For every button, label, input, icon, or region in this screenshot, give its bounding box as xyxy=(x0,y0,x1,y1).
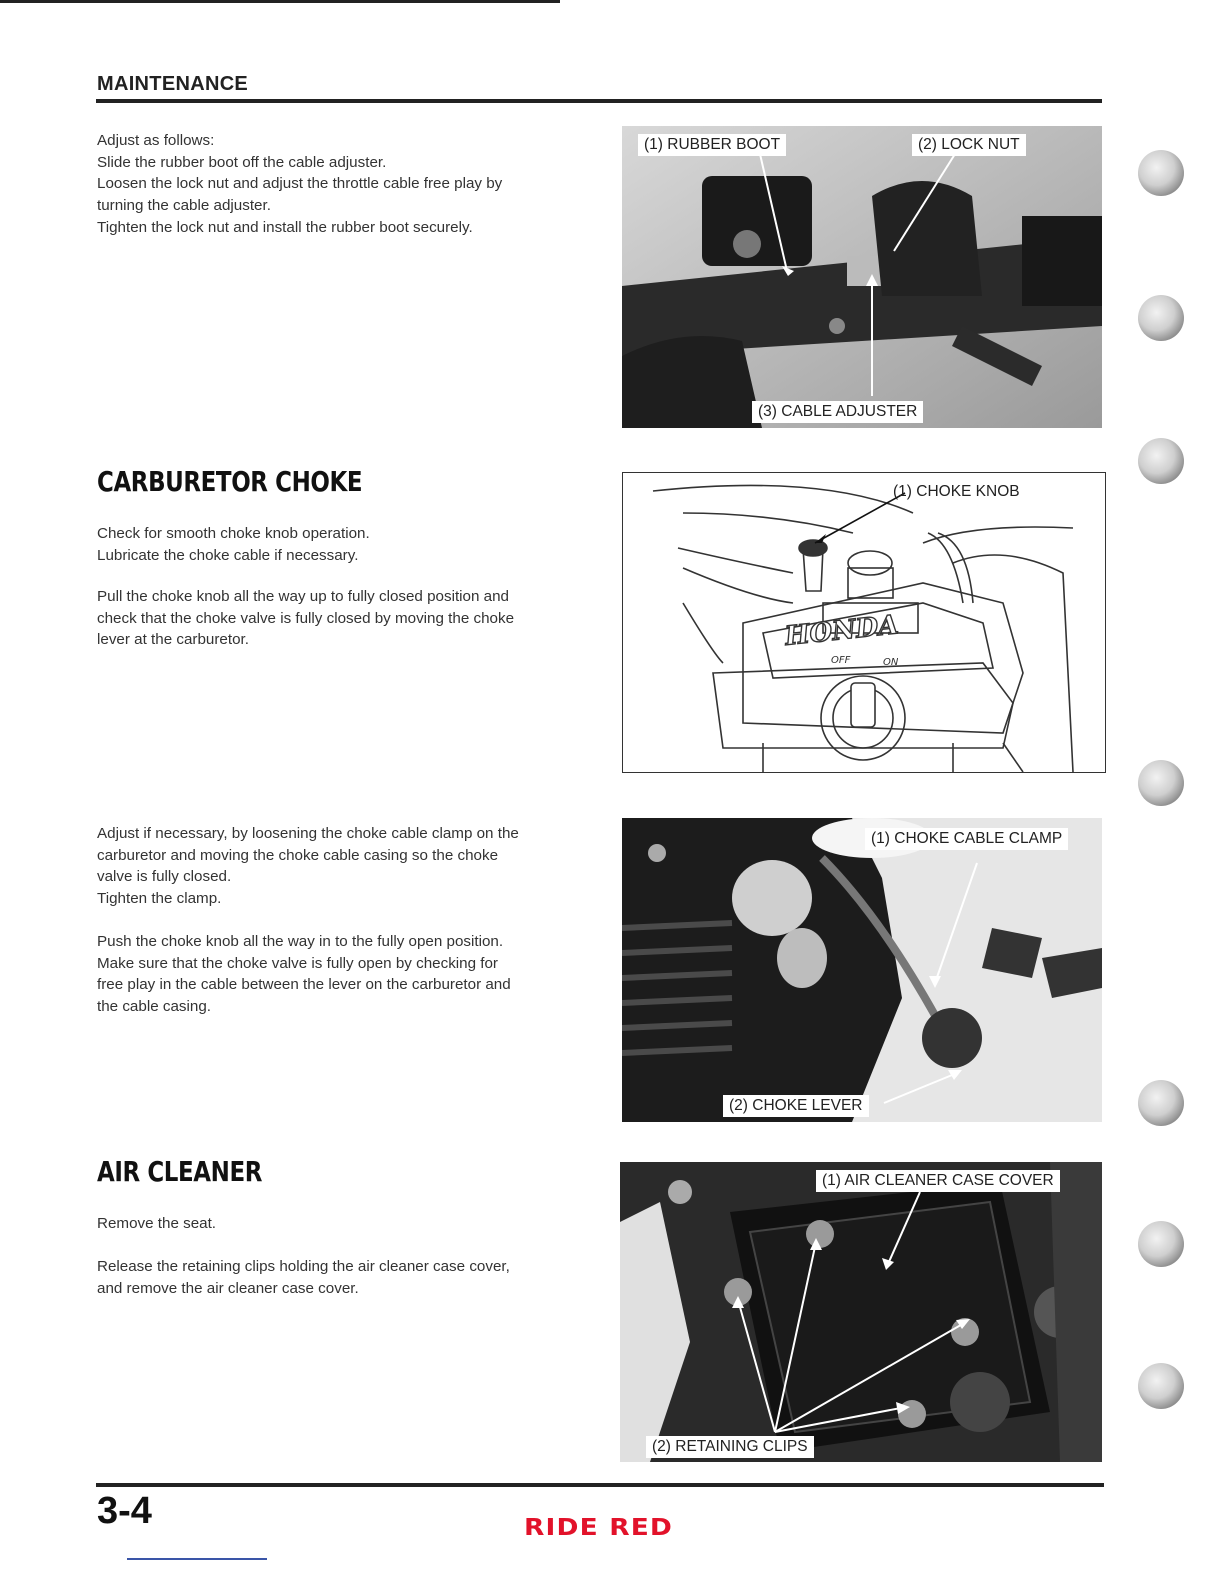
text-line: Tighten the clamp. xyxy=(97,890,222,908)
ride-red-logo: RIDE RED xyxy=(524,1515,674,1541)
index-tab xyxy=(1138,295,1184,341)
text-line: Loosen the lock nut and adjust the throttle cable free play by xyxy=(97,175,503,193)
footer-rule xyxy=(96,1483,1104,1487)
text-line: check that the choke valve is fully closed by moving the choke xyxy=(97,609,515,627)
air-text-1 xyxy=(97,1213,602,1235)
text-line: free play in the cable between the lever on the carburetor and xyxy=(97,976,511,994)
callout-choke-lever: (2) CHOKE LEVER xyxy=(723,1095,869,1117)
text-line: the cable casing. xyxy=(97,998,211,1016)
choke-drawing-graphic xyxy=(623,473,1105,772)
choke-text-2 xyxy=(97,586,602,651)
callout-rubber-boot: (1) RUBBER BOOT xyxy=(638,134,786,156)
callout-cable-adjuster: (3) CABLE ADJUSTER xyxy=(752,401,923,423)
header-rule xyxy=(96,99,1102,103)
text-line: Remove the seat. xyxy=(97,1215,217,1232)
choke-cable-photo xyxy=(622,818,1102,1122)
section-header: MAINTENANCE xyxy=(97,73,249,95)
callout-air-cleaner-case-cover: (1) AIR CLEANER CASE COVER xyxy=(816,1170,1060,1192)
index-tab xyxy=(1138,1363,1184,1409)
callout-choke-knob: (1) CHOKE KNOB xyxy=(893,483,1020,500)
section-title-carburetor-choke: CARBURETOR CHOKE xyxy=(97,465,363,498)
text-line: Check for smooth choke knob operation. xyxy=(97,525,370,542)
choke-text-3 xyxy=(97,823,602,910)
choke-text-4 xyxy=(97,931,602,1018)
text-line: Push the choke knob all the way in to the fully open position. xyxy=(97,933,504,950)
text-line: lever at the carburetor. xyxy=(97,631,249,649)
index-tab xyxy=(1138,760,1184,806)
callout-choke-cable-clamp: (1) CHOKE CABLE CLAMP xyxy=(865,828,1068,850)
text-line: Adjust as follows: xyxy=(97,132,215,149)
callout-retaining-clips: (2) RETAINING CLIPS xyxy=(646,1436,814,1458)
throttle-photo-graphic xyxy=(622,126,1102,428)
index-tab xyxy=(1138,438,1184,484)
drawing-on-label: ON xyxy=(883,657,899,668)
callout-lock-nut: (2) LOCK NUT xyxy=(912,134,1026,156)
index-tab xyxy=(1138,1080,1184,1126)
section-title-air-cleaner: AIR CLEANER xyxy=(97,1155,262,1188)
index-tab xyxy=(1138,1221,1184,1267)
text-line: Slide the rubber boot off the cable adjuster. xyxy=(97,153,387,171)
text-line: Tighten the lock nut and install the rubber boot securely. xyxy=(97,218,473,236)
throttle-cable-photo xyxy=(622,126,1102,428)
text-line: Pull the choke knob all the way up to fully closed position and xyxy=(97,588,510,605)
text-line: Adjust if necessary, by loosening the choke cable clamp on the xyxy=(97,825,519,842)
text-line: Make sure that the choke valve is fully open by checking for xyxy=(97,954,498,972)
index-tab xyxy=(1138,150,1184,196)
text-line: valve is fully closed. xyxy=(97,868,232,886)
text-line: turning the cable adjuster. xyxy=(97,197,271,215)
text-line: carburetor and moving the choke cable casing so the choke xyxy=(97,846,499,864)
text-line: Lubricate the choke cable if necessary. xyxy=(97,546,359,564)
choke-text-1 xyxy=(97,523,602,566)
intro-text xyxy=(97,130,602,239)
air-cleaner-photo-graphic xyxy=(620,1162,1102,1462)
air-text-2 xyxy=(97,1256,602,1299)
bottom-edge-line xyxy=(127,1558,267,1560)
drawing-brand-text: HONDA xyxy=(783,610,900,652)
top-edge-line xyxy=(0,0,560,3)
choke-knob-drawing xyxy=(622,472,1106,773)
drawing-off-label: OFF xyxy=(831,655,851,666)
choke-cable-photo-graphic xyxy=(622,818,1102,1122)
page-number: 3-4 xyxy=(97,1490,152,1532)
text-line: and remove the air cleaner case cover. xyxy=(97,1279,359,1297)
text-line: Release the retaining clips holding the air cleaner case cover, xyxy=(97,1258,510,1275)
air-cleaner-photo xyxy=(620,1162,1102,1462)
